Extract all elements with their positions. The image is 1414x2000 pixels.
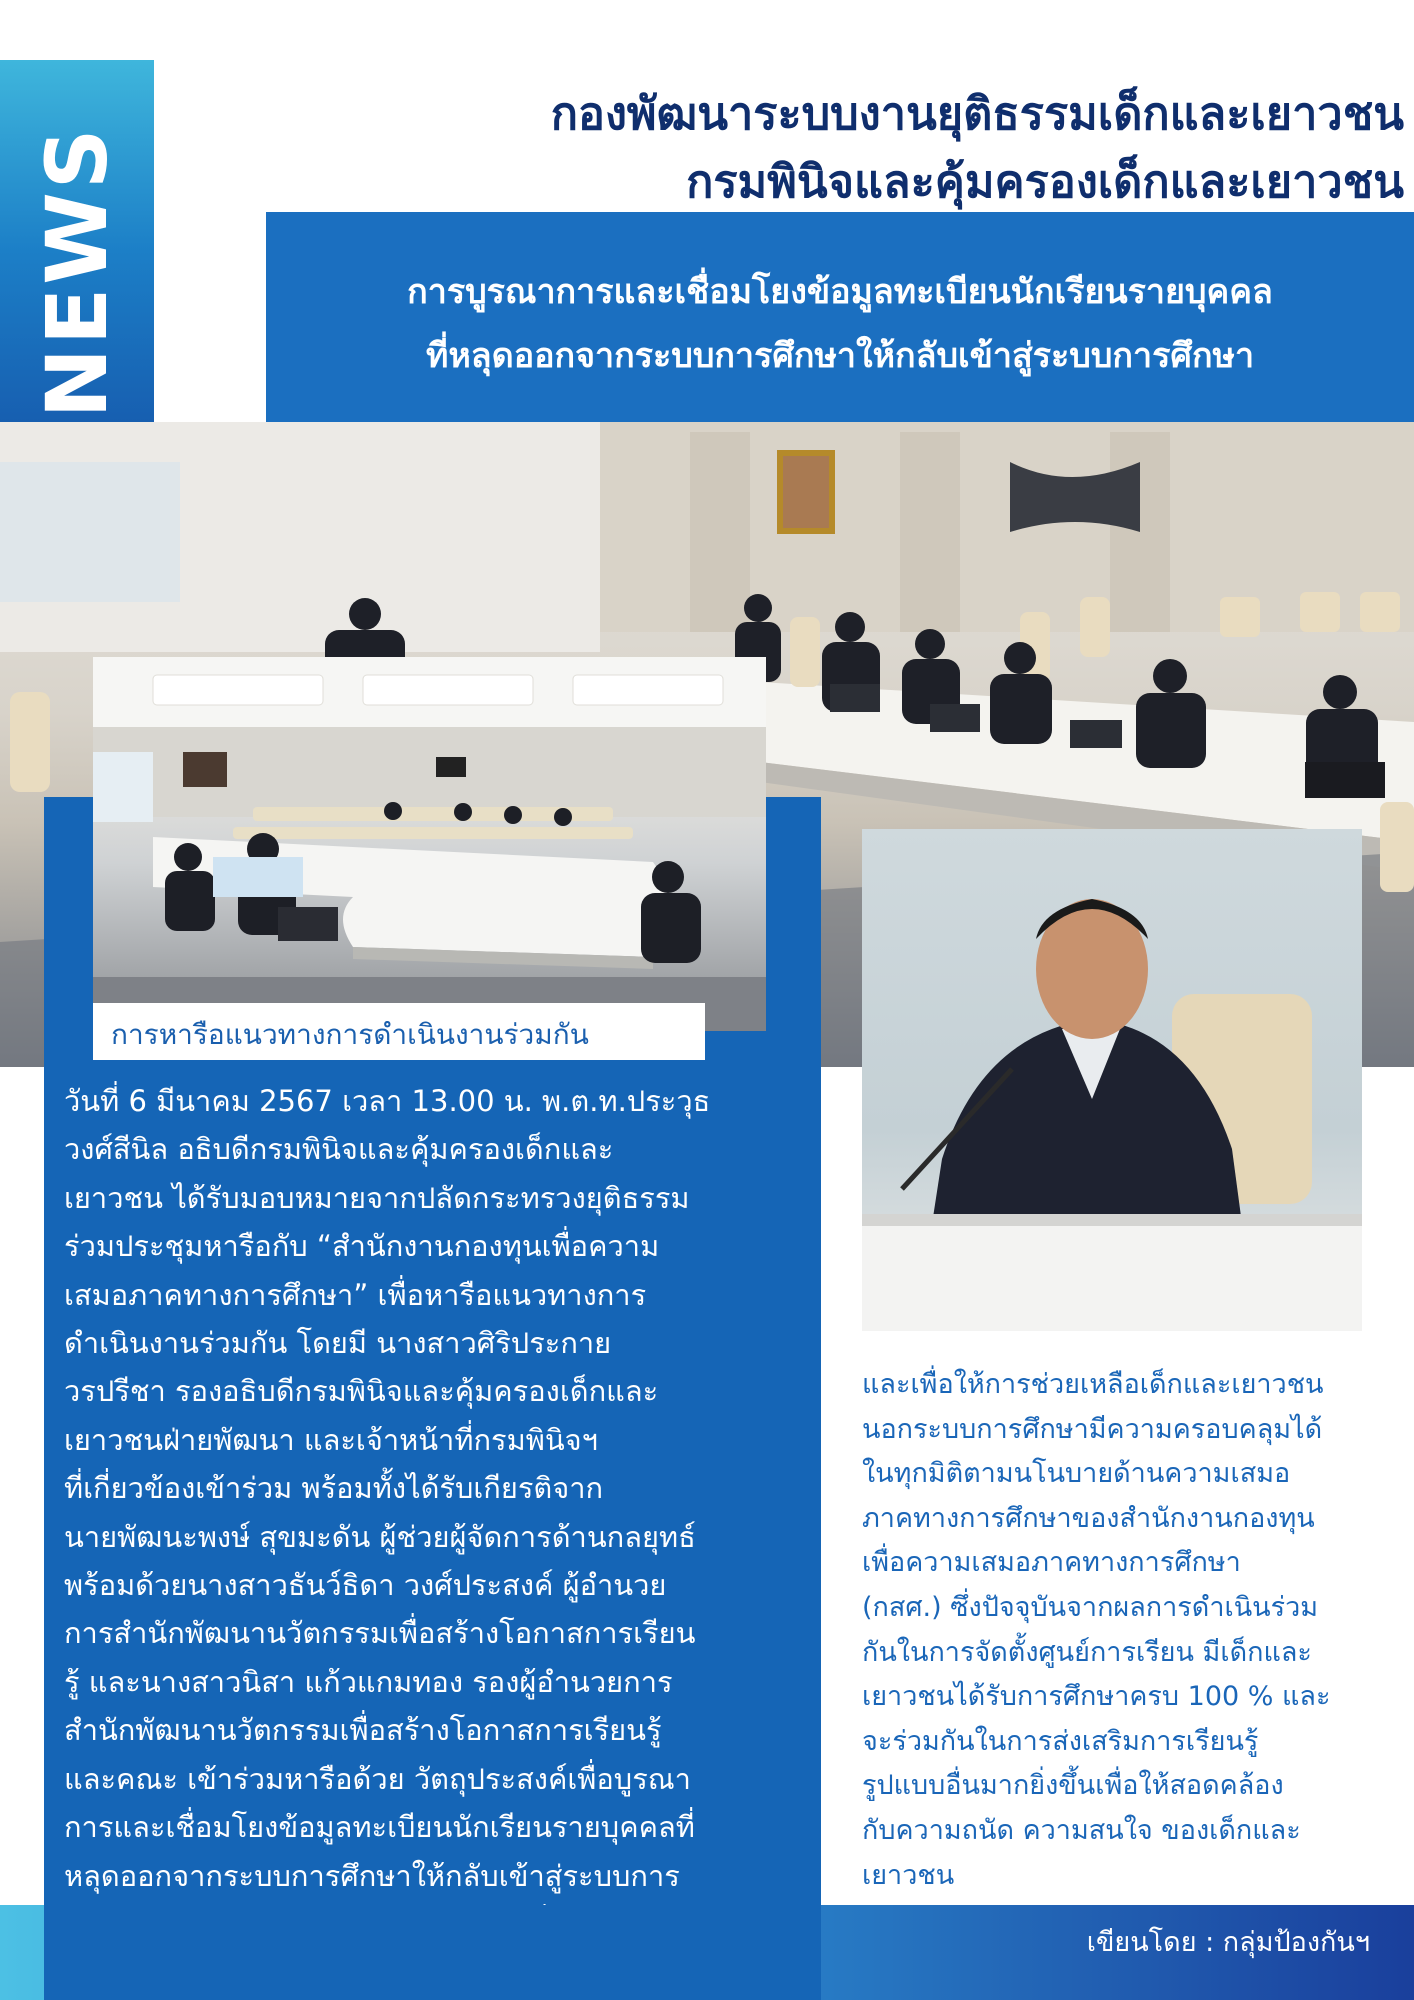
headline [266,260,1414,388]
inset-meeting-illustration [93,657,766,1031]
news-label: NEWS [28,125,126,419]
body-left-line: การสำนักพัฒนานวัตกรรมเพื่อสร้างโอกาสการเรียน [64,1616,696,1651]
org-title-line1: กองพัฒนาระบบงานยุติธรรมเด็กและเยาวชน [550,87,1404,140]
body-right-line: และเพื่อให้การช่วยเหลือเด็กและเยาวชน [862,1369,1324,1400]
body-left-line: วรปรีชา รองอธิบดีกรมพินิจและคุ้มครองเด็กและ [64,1374,659,1409]
body-left-line: เยาวชน ได้รับมอบหมายจากปลัดกระทรวงยุติธรรม [64,1180,690,1215]
author-credit: เขียนโดย : กลุ่มป้องกันฯ [1086,1927,1370,1958]
body-left-line: หลุดออกจากระบบการศึกษาให้กลับเข้าสู่ระบบการ [64,1858,680,1893]
body-right-line: รูปแบบอื่นมากยิ่งขึ้นเพื่อให้สอดคล้อง [862,1770,1284,1802]
body-right-line: ในทุกมิติตามนโนบายด้านความเสมอ [862,1458,1291,1490]
director-portrait-illustration [862,829,1362,1331]
body-right-line: เยาวชนได้รับการศึกษาครบ 100 % และ [862,1681,1331,1713]
body-left-line: พร้อมด้วยนางสาวธันว์ธิดา วงศ์ประสงค์ ผู้อำนวย [64,1568,667,1603]
headline-banner [266,212,1414,422]
article-body-left [64,1077,809,1948]
body-left-line: วงศ์สีนิล อธิบดีกรมพินิจและคุ้มครองเด็กและ [64,1132,614,1167]
body-left-line: ร่วมประชุมหารือกับ “สำนักงานกองทุนเพื่อความ [64,1229,660,1264]
body-right-line: เพื่อความเสมอภาคทางการศึกษา [862,1547,1241,1579]
article-body-right [862,1363,1402,1898]
body-left-line: เสมอภาคทางการศึกษา” เพื่อหารือแนวทางการ [64,1277,647,1312]
photo-caption-box [93,1003,705,1060]
body-right-line: เยาวชน [862,1859,955,1891]
body-left-line: เยาวชนฝ่ายพัฒนา และเจ้าหน้าที่กรมพินิจฯ [64,1422,598,1457]
body-right-line: ภาคทางการศึกษาของสำนักงานกองทุน [862,1502,1315,1534]
body-right-line: กันในการจัดตั้งศูนย์การเรียน มีเด็กและ [862,1636,1312,1668]
director-portrait-photo [862,829,1362,1331]
body-right-line: นอกระบบการศึกษามีความครอบคลุมได้ [862,1413,1323,1445]
body-left-line: และคณะ เข้าร่วมหารือด้วย วัตถุประสงค์เพื่อบูรณา [64,1761,691,1796]
body-right-line: กับความถนัด ความสนใจ ของเด็กและ [862,1814,1301,1846]
photo-caption: การหารือแนวทางการดำเนินงานร่วมกัน [111,1018,589,1051]
body-right-line: (กสศ.) ซึ่งปัจจุบันจากผลการดำเนินร่วม [862,1591,1319,1623]
body-left-line: รู้ และนางสาวนิสา แก้วแกมทอง รองผู้อำนวยการ [64,1664,673,1699]
body-left-line: สำนักพัฒนานวัตกรรมเพื่อสร้างโอกาสการเรียนรู้ [64,1713,662,1748]
body-left-line: นายพัฒนะพงษ์ สุขมะดัน ผู้ช่วยผู้จัดการด้านกลยุทธ์ [64,1519,696,1554]
headline-line2: ที่หลุดออกจากระบบการศึกษาให้กลับเข้าสู่ระบบการศึกษา [425,336,1255,376]
body-left-line: ที่เกี่ยวข้องเข้าร่วม พร้อมทั้งได้รับเกียรติจาก [64,1471,604,1506]
body-left-line: ดำเนินงานร่วมกัน โดยมี นางสาวศิริประกาย [64,1326,612,1361]
org-title [264,80,1404,216]
headline-line1: การบูรณาการและเชื่อมโยงข้อมูลทะเบียนนักเรียนรายบุคคล [407,272,1273,312]
body-left-line: การและเชื่อมโยงข้อมูลทะเบียนนักเรียนรายบุคคลที่ [64,1810,695,1845]
body-left-line: วันที่ 6 มีนาคม 2567 เวลา 13.00 น. พ.ต.ท.ประวุธ [64,1084,711,1118]
inset-meeting-photo [93,657,766,1031]
body-right-line: จะร่วมกันในการส่งเสริมการเรียนรู้ [862,1725,1259,1757]
footer-panel-extension [44,1905,821,2000]
org-title-line2: กรมพินิจและคุ้มครองเด็กและเยาวชน [686,155,1404,208]
